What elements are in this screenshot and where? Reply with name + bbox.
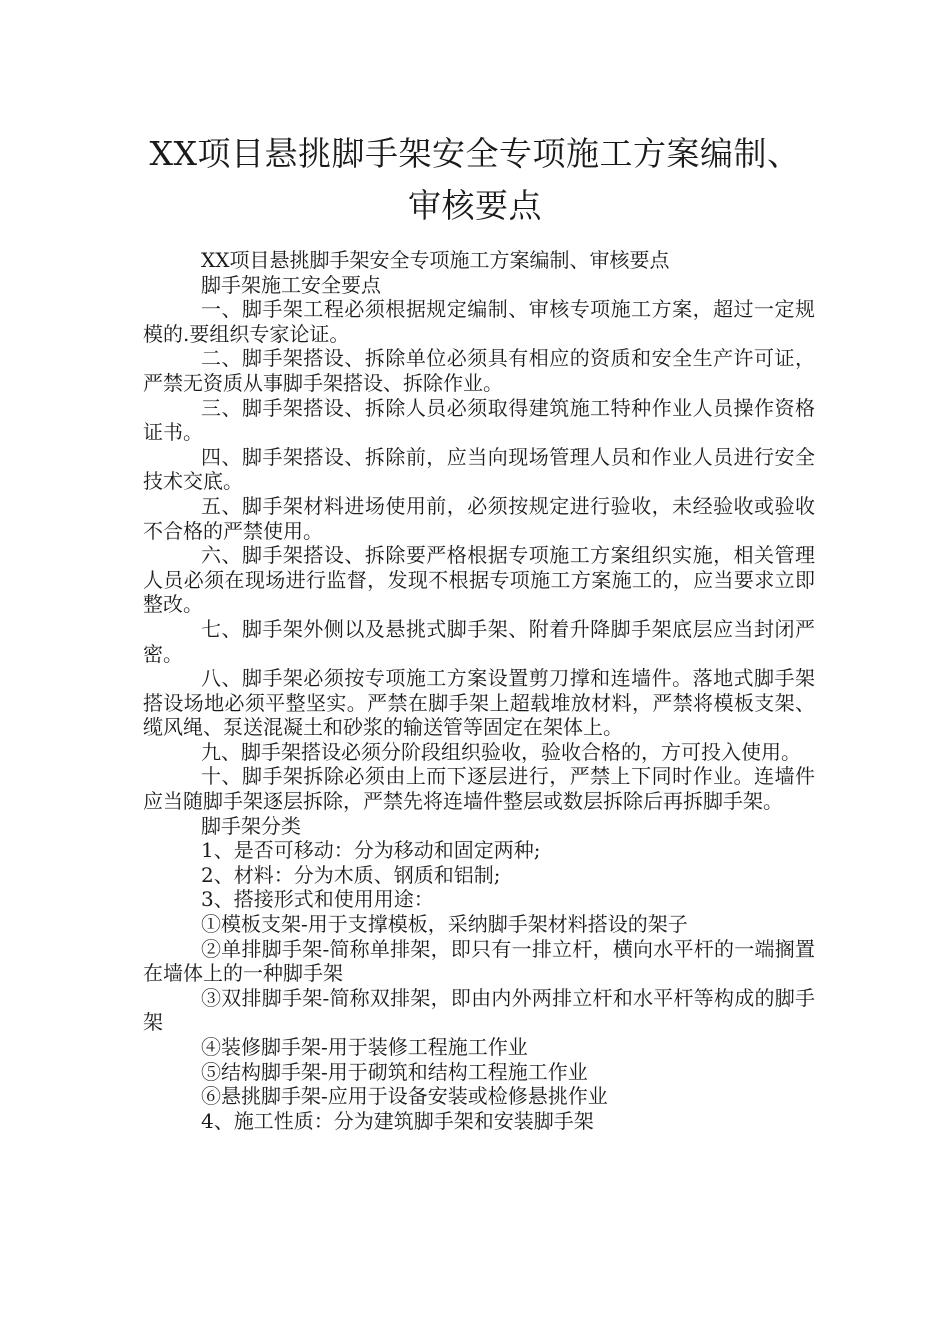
list-item: 1、是否可移动：分为移动和固定两种; xyxy=(201,838,541,863)
title-line-1: XX项目悬挑脚手架安全专项施工方案编制、 xyxy=(149,134,801,173)
list-item: ④装修脚手架-用于装修工程施工作业 xyxy=(201,1035,528,1059)
paragraph: 七、脚手架外侧以及悬挑式脚手架、附着升降脚手架底层应当封闭严密。 xyxy=(143,616,815,666)
document-body xyxy=(143,248,815,1133)
paragraph: 六、脚手架搭设、拆除要严格根据专项施工方案组织实施，相关管理人员必须在现场进行监督，发现不根据专项施工方案施工的，应当要求立即整改。 xyxy=(143,543,815,617)
paragraph: 九、脚手架搭设必须分阶段组织验收，验收合格的，方可投入使用。 xyxy=(201,739,801,764)
paragraph: 八、脚手架必须按专项施工方案设置剪刀撑和连墙件。落地式脚手架搭设场地必须平整坚实。严禁在脚手架上超载堆放材料，严禁将模板支架、缆风绳、泵送混凝土和砂浆的输送管等固定在架体上。 xyxy=(143,666,815,740)
list-item: 4、施工性质：分为建筑脚手架和安装脚手架 xyxy=(201,1108,594,1133)
list-item: ②单排脚手架-简称单排架，即只有一排立杆，横向水平杆的一端搁置在墙体上的一种脚手架 xyxy=(143,936,815,986)
list-item: ③双排脚手架-简称双排架，即由内外两排立杆和水平杆等构成的脚手架 xyxy=(143,985,815,1035)
paragraph: 十、脚手架拆除必须由上而下逐层进行，严禁上下同时作业。连墙件应当随脚手架逐层拆除，严禁先将连墙件整层或数层拆除后再拆脚手架。 xyxy=(143,764,815,814)
paragraph: 五、脚手架材料进场使用前，必须按规定进行验收，未经验收或验收不合格的严禁使用。 xyxy=(143,493,815,543)
paragraph: XX项目悬挑脚手架安全专项施工方案编制、审核要点 xyxy=(201,248,670,272)
list-item: ①模板支架-用于支撑模板，采纳脚手架材料搭设的架子 xyxy=(201,912,688,937)
list-item: ⑤结构脚手架-用于砌筑和结构工程施工作业 xyxy=(201,1059,588,1084)
paragraph: 三、脚手架搭设、拆除人员必须取得建筑施工特种作业人员操作资格证书。 xyxy=(143,395,815,445)
document-title xyxy=(130,128,820,232)
list-item: 2、材料：分为木质、钢质和铝制; xyxy=(201,862,501,887)
paragraph: 四、脚手架搭设、拆除前，应当向现场管理人员和作业人员进行安全技术交底。 xyxy=(143,444,815,494)
section-heading: 脚手架施工安全要点 xyxy=(201,272,381,297)
paragraph: 一、脚手架工程必须根据规定编制、审核专项施工方案，超过一定规模的.要组织专家论证。 xyxy=(143,297,815,346)
list-item: ⑥悬挑脚手架-应用于设备安装或检修悬挑作业 xyxy=(201,1084,608,1109)
paragraph: 二、脚手架搭设、拆除单位必须具有相应的资质和安全生产许可证，严禁无资质从事脚手架搭设、拆除作业。 xyxy=(143,346,815,395)
section-heading: 脚手架分类 xyxy=(201,813,301,838)
title-line-2: 审核要点 xyxy=(408,186,542,225)
list-item: 3、搭接形式和使用用途： xyxy=(201,887,434,912)
